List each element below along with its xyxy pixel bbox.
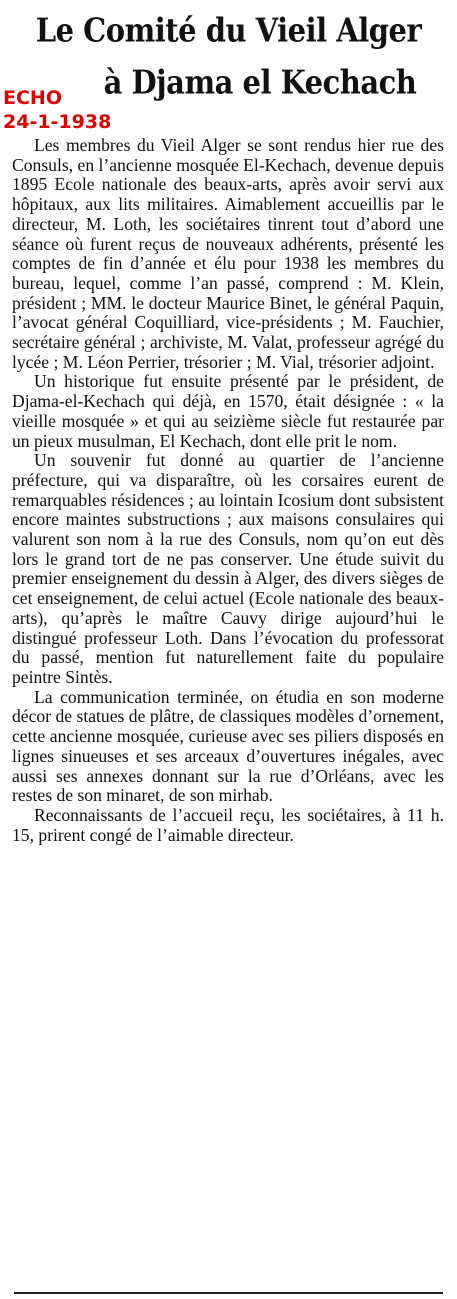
bottom-divider [14, 1292, 443, 1294]
article-paragraph-3: Un souvenir fut donné au quartier de l’ancienne préfecture, qui va disparaître, où les corsaires eurent de remarquables résidences ; au lointain Icosium dont subsistent encore maintes substructions ; aux maisons consulaires qui valurent son nom à la rue des Consuls, nom qu’on eut dès lors le grand tort de ne pas conserver. Une étude suivit du premier enseignement du dessin à Alger, des divers sièges de cet enseignement, de celui actuel (Ecole nationale des beaux-arts), qu’après le maître Cauvy dirige aujourd’hui le distingué professeur Loth. Dans l’évocation du professorat du passé, mention fut naturellement faite du populaire peintre Sintès. [12, 450, 444, 687]
article-body [12, 136, 444, 845]
headline-line-2: à Djama el Kechach [103, 63, 417, 102]
article-paragraph-5: Reconnaissants de l’accueil reçu, les sociétaires, à 11 h. 15, prirent congé de l’aimable directeur. [12, 804, 444, 845]
stamp-source: ECHO [3, 87, 62, 109]
article-paragraph-1: Les membres du Vieil Alger se sont rendus hier rue des Consuls, en l’ancienne mosquée El-Kechach, devenue depuis 1895 Ecole nationale des beaux-arts, après avoir servi aux hôpitaux, aux lits militaires. Aimablement accueillis par le directeur, M. Loth, les sociétaires tinrent tout d’abord une séance où furent reçus de nouveaux adhérents, présenté les comptes de fin d’année et élu pour 1938 les membres du bureau, lequel, comme l’an passé, comprend : M. Klein, président ; MM. le docteur Maurice Binet, le général Paquin, l’avocat général Coquilliard, vice-présidents ; M. Fauchier, secrétaire général ; archiviste, M. Valat, professeur agrégé du lycée ; M. Léon Perrier, trésorier ; M. Vial, trésorier adjoint. [12, 135, 444, 372]
source-date-stamp [3, 86, 111, 134]
article-paragraph-2: Un historique fut ensuite présenté par le président, de Djama-el-Kechach qui déjà, en 1570, était désignée : « la vieille mosquée » et qui au seizième siècle fut restaurée par un pieux musulman, El Kechach, dont elle prit le nom. [12, 371, 444, 451]
stamp-date: 24-1-1938 [3, 111, 112, 133]
headline-line-1: Le Comité du Vieil Alger [35, 11, 422, 50]
article-paragraph-4: La communication terminée, on étudia en son moderne décor de statues de plâtre, de classiques modèles d’ornement, cette ancienne mosquée, curieuse avec ses piliers disposés en lignes sinueuses et ses arceaux d’ouvertures inégales, avec aussi ses annexes donnant sur la rue d’Orléans, avec les restes de son minaret, de son mirhab. [12, 686, 444, 806]
